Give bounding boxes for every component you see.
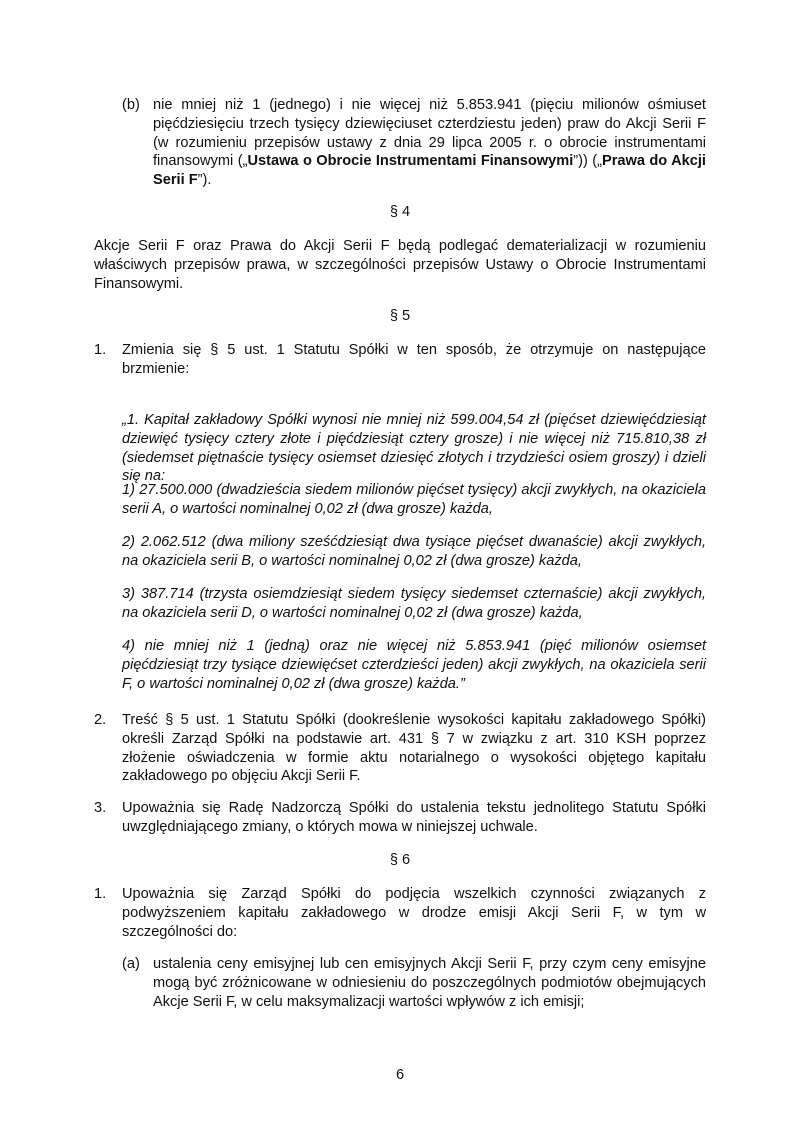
list-marker: (b)	[122, 97, 140, 113]
section-4-heading: § 4	[389, 204, 411, 220]
list-marker: 1.	[94, 886, 107, 902]
item-b-text-3: ”).	[197, 172, 212, 189]
section-5-heading: § 5	[389, 308, 411, 324]
list-marker: (a)	[122, 956, 140, 972]
quote-point-3: 3) 387.714 (trzysta osiemdziesiąt siedem tysięcy siedemset czternaście) akcji zwykłych, na okaziciela serii D, o wartości nominalnej 0,02 zł (dwa grosze) każda,	[122, 586, 706, 621]
list-marker: 1.	[94, 342, 107, 358]
section-6-sub-a-text: ustalenia ceny emisyjnej lub cen emisyjnych Akcji Serii F, przy czym ceny emisyjne mogą być zróżnicowane w odniesieniu do poszczególnych podmiotów obejmujących Akcje Serii F, w celu maksymalizacji wartości wpływów z ich emisji;	[153, 956, 706, 1010]
section-5-item-2-text: Treść § 5 ust. 1 Statutu Spółki (dookreślenie wysokości kapitału zakładowego Spółki) określi Zarząd Spółki na podstawie art. 431 § 7 w związku z art. 310 KSH poprzez złożenie oświadczenia w formie aktu notarialnego o wysokości objętego kapitału zakładowego po objęciu Akcji Serii F.	[122, 712, 706, 785]
quote-intro: „1. Kapitał zakładowy Spółki wynosi nie mniej niż 599.004,54 zł (pięćset dziewięćdziesiąt dziewięć tysięcy cztery złote i pięćdziesiąt cztery grosze) i nie więcej niż 715.810,38 zł (siedemset piętnaście tysięcy osiemset dziesięć złotych i trzydzieści osiem groszy) i dzieli się na:	[122, 412, 706, 485]
quote-point-2: 2) 2.062.512 (dwa miliony sześćdziesiąt dwa tysiące pięćset dwanaście) akcji zwykłych, na okaziciela serii B, o wartości nominalnej 0,02 zł (dwa grosze) każda,	[122, 534, 706, 569]
list-marker: 2.	[94, 712, 107, 728]
quote-point-1: 1) 27.500.000 (dwadzieścia siedem milionów pięćset tysięcy) akcji zwykłych, na okaziciela serii A, o wartości nominalnej 0,02 zł (dwa grosze) każda,	[122, 482, 706, 517]
quote-point-4: 4) nie mniej niż 1 (jedną) oraz nie więcej niż 5.853.941 (pięć milionów osiemset pięćdziesiąt trzy tysiące dziewięćset czterdzieści jeden) akcji zwykłych, na okaziciela serii F, o wartości nominalnej 0,02 zł (dwa grosze) każda.”	[122, 638, 706, 692]
page-number: 6	[395, 1067, 405, 1083]
section-6-heading: § 6	[389, 852, 411, 868]
item-b-paragraph	[153, 96, 706, 190]
section-5-item-1-text: Zmienia się § 5 ust. 1 Statutu Spółki w ten sposób, że otrzymuje on następujące brzmienie:	[122, 342, 706, 377]
item-b-bold-term-2: Prawa do Akcji Serii F	[153, 153, 706, 189]
list-marker: 3.	[94, 800, 107, 816]
item-b-bold-term-1: Ustawa o Obrocie Instrumentami Finansowymi	[247, 153, 574, 170]
item-b-text-2: ”)) („	[573, 153, 602, 170]
section-4-paragraph: Akcje Serii F oraz Prawa do Akcji Serii F będą podlegać dematerializacji w rozumieniu właściwych przepisów prawa, w szczególności przepisów Ustawy o Obrocie Instrumentami Finansowymi.	[94, 238, 706, 292]
section-5-item-3-text: Upoważnia się Radę Nadzorczą Spółki do ustalenia tekstu jednolitego Statutu Spółki uwzględniającego zmiany, o których mowa w niniejszej uchwale.	[122, 800, 706, 835]
section-6-item-1-text: Upoważnia się Zarząd Spółki do podjęcia wszelkich czynności związanych z podwyższeniem kapitału zakładowego w drodze emisji Akcji Serii F, w tym w szczególności do:	[122, 886, 706, 940]
item-b-text-1: nie mniej niż 1 (jednego) i nie więcej niż 5.853.941 (pięciu milionów ośmiuset pięćdziesięciu trzech tysięcy dziewięciuset czterdziestu jeden) praw do Akcji Serii F (w rozumieniu przepisów ustawy z dnia 29 lipca 2005 r. o obrocie instrumentami finansowymi („	[153, 97, 706, 170]
